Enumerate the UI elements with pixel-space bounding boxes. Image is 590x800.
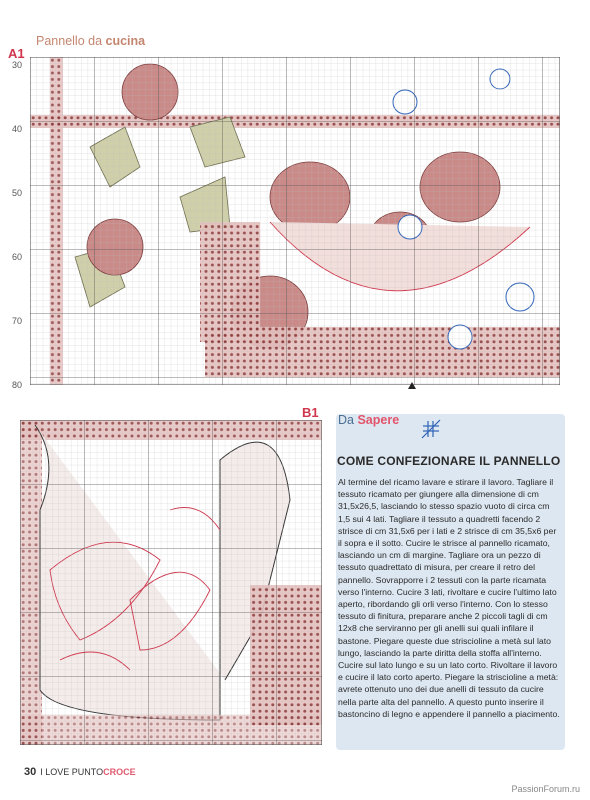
info-box-tag <box>338 413 399 427</box>
y-tick-80: 80 <box>12 380 23 390</box>
magazine-name: I LOVE PUNTO <box>40 767 104 777</box>
magazine-name-bold: CROCE <box>103 767 136 777</box>
info-box-heading: COME CONFEZIONARE IL PANNELLO <box>337 454 561 468</box>
cross-stitch-icon <box>420 418 442 440</box>
chart-b1-label: B1 <box>302 405 319 420</box>
watermark: PassionForum.ru <box>511 784 580 794</box>
info-box-body: Al termine del ricamo lavare e stirare il lavoro. Tagliare il tessuto ricamato per giungere alla dimensione di cm 31,5x26,5, lasciando lo stesso spazio vuoto di circa cm 1,5 sui 4 lati. Tagliare il tessuto a quadretti facendo 2 strisce di cm 31,5x6 per i lati e 2 strisce di cm 35,5x6 per il sopra e il sotto. Cucire le strisce al pannello ricamato, lasciando un cm di margine. Tagliare ora un pezzo di tessuto quadrettato di misura, per creare il retro del pannello. Sovrapporre i 2 tessuti con la parte ricamata verso l'interno. Cucire 3 lati, rivoltare e cucire l'ultimo lato aperto, ribordando gli orli verso l'interno. Con lo stesso tessuto di finitura, preparare anche 2 piccoli tagli di cm 12x8 che serviranno per gli anelli sui quali infilare il bastone. Piegare queste due striscioline a metà sul lato lungo, lasciando la parte diritta della stoffa all'interno. Cucire sul lato lungo e su un lato corto. Rivoltare il lavoro e cucire il lato corto aperto. Piegare la striscioline a metà: avrete ottenuto uno dei due anelli di tessuto da cucire nella parte alta del pannello. A questo punto inserire il bastoncino di legno e appendere il pannello a piacimento. <box>338 477 560 719</box>
tag-prefix: Da <box>338 413 354 427</box>
cross-stitch-chart-a1 <box>30 57 560 385</box>
chart-a1-label: A1 <box>8 46 25 61</box>
y-tick-70: 70 <box>12 316 23 326</box>
center-marker-icon <box>408 382 416 389</box>
cross-stitch-chart-b1 <box>20 420 322 745</box>
tag-bold: Sapere <box>357 413 400 427</box>
y-tick-50: 50 <box>12 188 23 198</box>
page-footer <box>24 766 136 778</box>
section-title <box>36 34 145 48</box>
y-tick-30: 30 <box>12 60 23 70</box>
y-tick-60: 60 <box>12 252 23 262</box>
section-title-bold: cucina <box>105 34 146 48</box>
y-tick-40: 40 <box>12 124 23 134</box>
page-number: 30 <box>24 766 37 778</box>
section-title-prefix: Pannello da <box>36 34 103 48</box>
